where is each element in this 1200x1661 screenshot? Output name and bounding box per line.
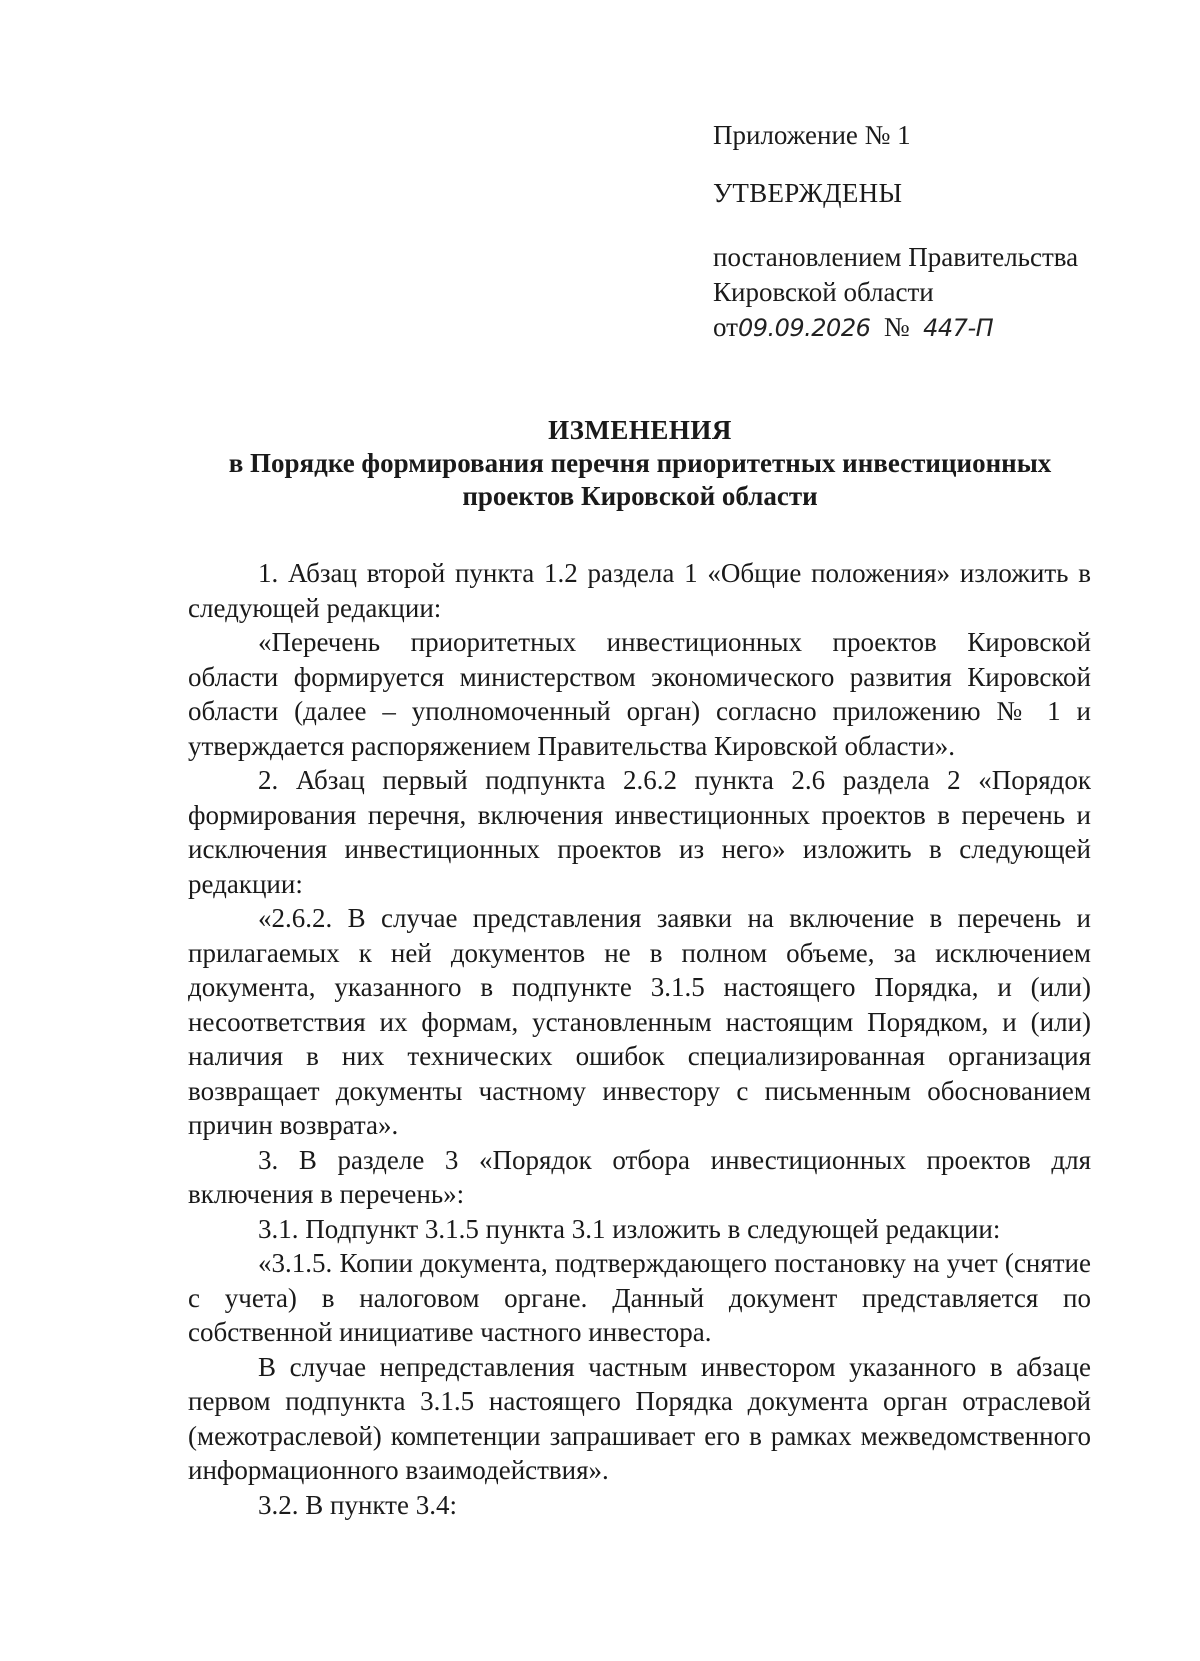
handwritten-number: 447-П	[923, 314, 994, 342]
paragraph-item-3-2: 3.2. В пункте 3.4:	[258, 1489, 457, 1520]
number-prefix: №	[883, 312, 910, 342]
paragraph-quote-2: «2.6.2. В случае представления заявки на включение в перечень и прилагаемых к ней документов не в полном объеме, за исключением документа, указанного в подпункте 3.1.5 настоящего Порядка, и (или) несоответствия их формам, установленным настоящим Порядком, и (или) наличия в них технических ошибок специализированная организация возвращает документы частному инвестору с письменным обоснованием причин возврата».	[188, 903, 1091, 1140]
document-title: ИЗМЕНЕНИЯ	[548, 415, 732, 445]
paragraph-item-3-1: 3.1. Подпункт 3.1.5 пункта 3.1 изложить в следующей редакции:	[258, 1213, 1001, 1244]
paragraph-item-2: 2. Абзац первый подпункта 2.6.2 пункта 2.6 раздела 2 «Порядок формирования перечня, включения инвестиционных проектов в перечень и исключения инвестиционных проектов из него» изложить в следующей редакции:	[188, 765, 1091, 899]
handwritten-date: 09.09.2026	[737, 314, 871, 342]
document-subtitle-line-2: проектов Кировской области	[462, 481, 818, 511]
date-prefix: от	[713, 312, 738, 342]
paragraph-quote-3-1-5-cont: В случае непредставления частным инвестором указанного в абзаце первом подпункта 3.1.5 настоящего Порядка документа орган отраслевой (межотраслевой) компетенции запрашивает его в рамках межведомственного информационного взаимодействия».	[188, 1351, 1091, 1485]
paragraph-item-1: 1. Абзац второй пункта 1.2 раздела 1 «Общие положения» изложить в следующей редакции:	[188, 558, 1091, 623]
annex-label: Приложение № 1	[713, 120, 911, 150]
paragraph-item-3: 3. В разделе 3 «Порядок отбора инвестиционных проектов для включения в перечень»:	[188, 1144, 1091, 1209]
approved-by-line-2: Кировской области	[713, 277, 934, 307]
approved-by-line-1: постановлением Правительства	[713, 242, 1079, 272]
date-number-line	[713, 310, 1153, 346]
document-subtitle-line-1: в Порядке формирования перечня приоритетных инвестиционных	[228, 448, 1052, 478]
paragraph-quote-1: «Перечень приоритетных инвестиционных проектов Кировской области формируется министерством экономического развития Кировской области (далее – уполномоченный орган) согласно приложению № 1 и утверждается распоряжением Правительства Кировской области».	[188, 627, 1091, 761]
document-heading	[120, 414, 1160, 513]
document-body	[188, 556, 1091, 1522]
approval-block	[713, 118, 1153, 346]
approved-stamp-text: УТВЕРЖДЕНЫ	[713, 178, 903, 208]
paragraph-quote-3-1-5: «3.1.5. Копии документа, подтверждающего постановку на учет (снятие с учета) в налоговом органе. Данный документ представляется по собственной инициативе частного инвестора.	[188, 1248, 1091, 1347]
